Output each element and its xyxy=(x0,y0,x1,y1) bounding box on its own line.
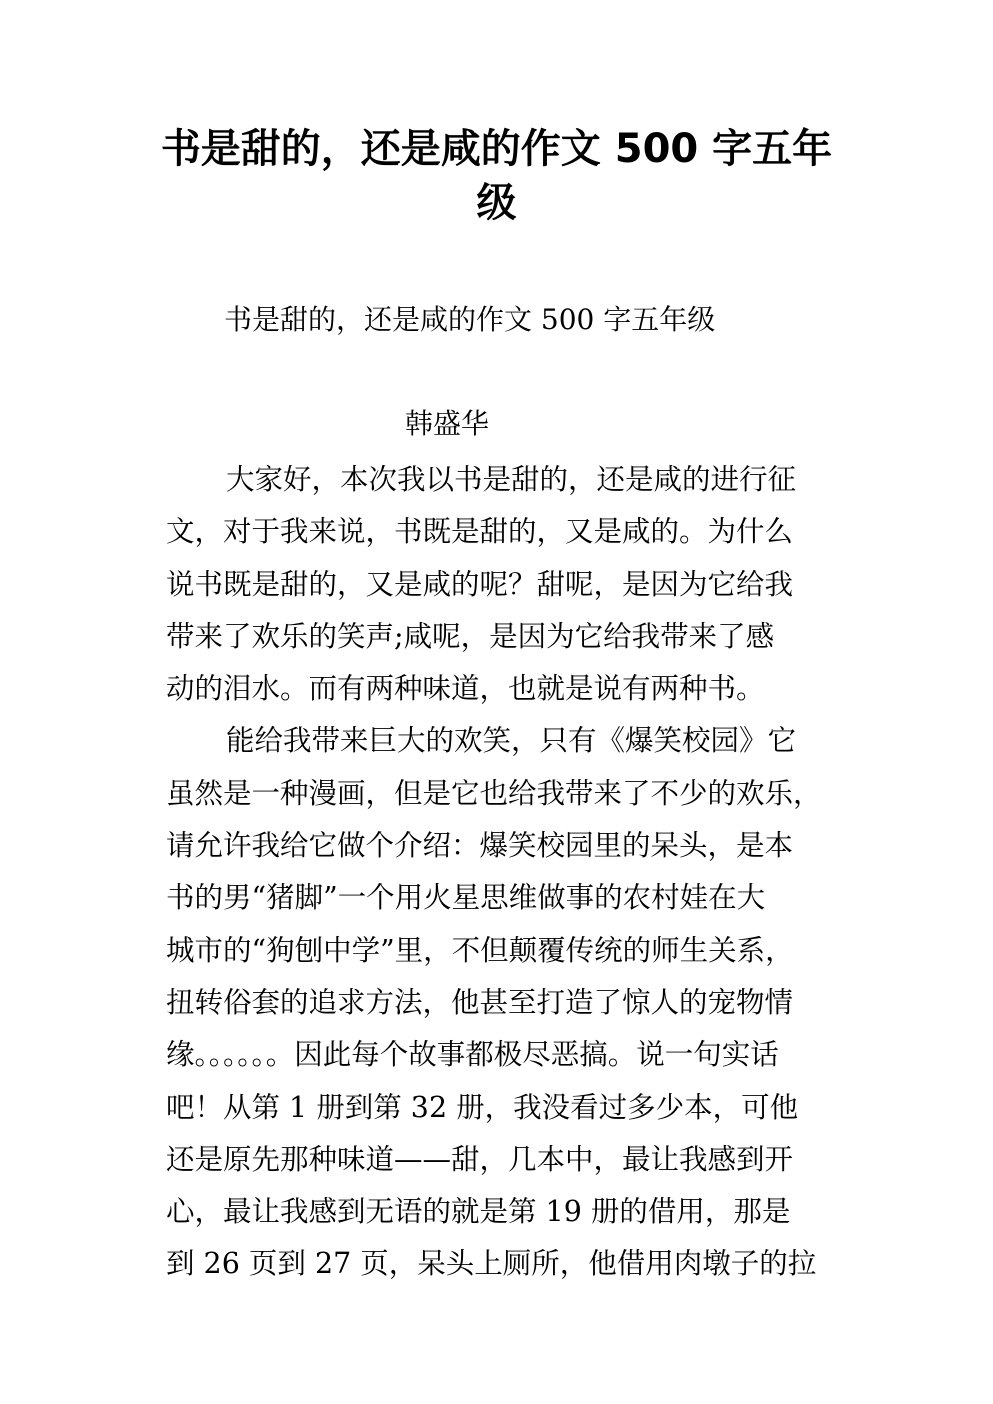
paragraph-2-line: 心，最让我感到无语的就是第 19 册的借用，那是 xyxy=(166,1195,791,1229)
paragraph-1-line: 文，对于我来说，书既是甜的，又是咸的。为什么 xyxy=(166,515,794,549)
paragraph-2-line: 吧！从第 1 册到第 32 册，我没看过多少本，可他 xyxy=(166,1090,799,1124)
paragraph-1-line: 说书既是甜的，又是咸的呢？甜呢，是因为它给我 xyxy=(166,567,794,601)
author-name: 韩盛华 xyxy=(405,407,490,440)
paragraph-2-line: 虽然是一种漫画，但是它也给我带来了不少的欢乐， xyxy=(166,776,822,810)
paragraph-2-line: 城市的“狗刨中学”里，不但颠覆传统的师生关系， xyxy=(166,933,794,967)
document-title xyxy=(150,122,843,230)
title-line-1: 书是甜的，还是咸的作文 500 字五年 xyxy=(160,126,833,172)
essay-body xyxy=(166,454,846,1291)
paragraph-1-line: 大家好，本次我以书是甜的，还是咸的进行征 xyxy=(226,463,797,496)
paragraph-2-line: 缘。。。。。。因此每个故事都极尽恶搞。说一句实话 xyxy=(166,1038,779,1072)
paragraph-2-line: 到 26 页到 27 页，呆头上厕所，他借用肉墩子的拉 xyxy=(166,1247,817,1281)
document-subtitle: 书是甜的，还是咸的作文 500 字五年级 xyxy=(224,303,716,336)
paragraph-2-line: 还是原先那种味道——甜，几本中，最让我感到开 xyxy=(166,1142,794,1176)
paragraph-2-line: 请允许我给它做个介绍：爆笑校园里的呆头，是本 xyxy=(166,829,794,863)
paragraph-2-line: 书的男“猪脚”一个用火星思维做事的农村娃在大 xyxy=(166,881,766,915)
paragraph-1-line: 带来了欢乐的笑声;咸呢，是因为它给我带来了感 xyxy=(166,619,775,653)
paragraph-2-line: 扭转俗套的追求方法，他甚至打造了惊人的宠物情 xyxy=(166,985,794,1019)
paragraph-2-line: 能给我带来巨大的欢笑，只有《爆笑校园》它 xyxy=(226,724,797,758)
paragraph-1-line: 动的泪水。而有两种味道，也就是说有两种书。 xyxy=(166,672,765,706)
title-line-2: 级 xyxy=(476,180,517,226)
